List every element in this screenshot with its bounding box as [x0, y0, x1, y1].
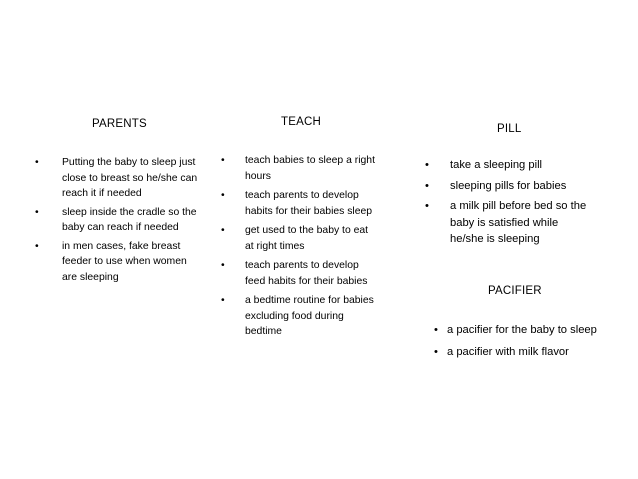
pill-heading: PILL [497, 123, 522, 135]
bullet-icon: • [425, 179, 429, 192]
list-item-text: get used to the baby to eat at right times [245, 225, 369, 252]
pacifier-heading: PACIFIER [488, 285, 542, 297]
list-item-text: sleeping pills for babies [450, 179, 567, 192]
list-item-text: a bedtime routine for babies excluding food during bedtime [245, 295, 374, 337]
list-item-text: a pacifier with milk flavor [447, 345, 569, 358]
bullet-icon: • [221, 260, 225, 271]
list-item-text: sleep inside the cradle so the baby can reach if needed [62, 206, 197, 233]
list-item [218, 223, 378, 254]
teach-list [218, 153, 378, 344]
bullet-icon: • [425, 200, 429, 212]
bullet-icon: • [425, 159, 429, 171]
list-item-text: Putting the baby to sleep just close to breast so he/she can reach it if needed [62, 157, 198, 199]
list-item [422, 157, 592, 174]
bullet-icon: • [221, 225, 225, 236]
bullet-icon: • [35, 157, 39, 168]
list-item [30, 155, 200, 202]
list-item-text: teach parents to develop feed habits for their babies [245, 260, 368, 287]
bullet-icon: • [221, 155, 225, 166]
parents-list [30, 155, 200, 288]
list-item [218, 188, 378, 219]
list-item [218, 153, 378, 184]
list-item [218, 293, 378, 340]
list-item-text: a pacifier for the baby to sleep [447, 324, 597, 336]
list-item [30, 239, 200, 286]
list-item [218, 258, 378, 289]
bullet-icon: • [434, 345, 438, 358]
bullet-icon: • [221, 190, 225, 201]
list-item-text: in men cases, fake breast feeder to use when women are sleeping [62, 240, 187, 283]
list-item [431, 322, 606, 339]
list-item-text: take a sleeping pill [450, 159, 543, 171]
list-item-text: teach parents to develop habits for their babies sleep [245, 190, 373, 217]
pill-list [422, 157, 592, 252]
bullet-icon: • [221, 295, 225, 306]
bullet-icon: • [35, 206, 39, 218]
list-item [422, 198, 592, 248]
teach-heading: TEACH [281, 116, 321, 128]
bullet-icon: • [434, 324, 438, 336]
list-item-text: teach babies to sleep a right hours [245, 155, 375, 182]
list-item [431, 344, 606, 361]
bullet-icon: • [35, 240, 39, 252]
parents-heading: PARENTS [92, 118, 147, 130]
list-item [422, 178, 592, 195]
list-item-text: a milk pill before bed so the baby is satisfied while he/she is sleeping [450, 200, 587, 245]
list-item [30, 205, 200, 236]
pacifier-list [431, 322, 606, 365]
